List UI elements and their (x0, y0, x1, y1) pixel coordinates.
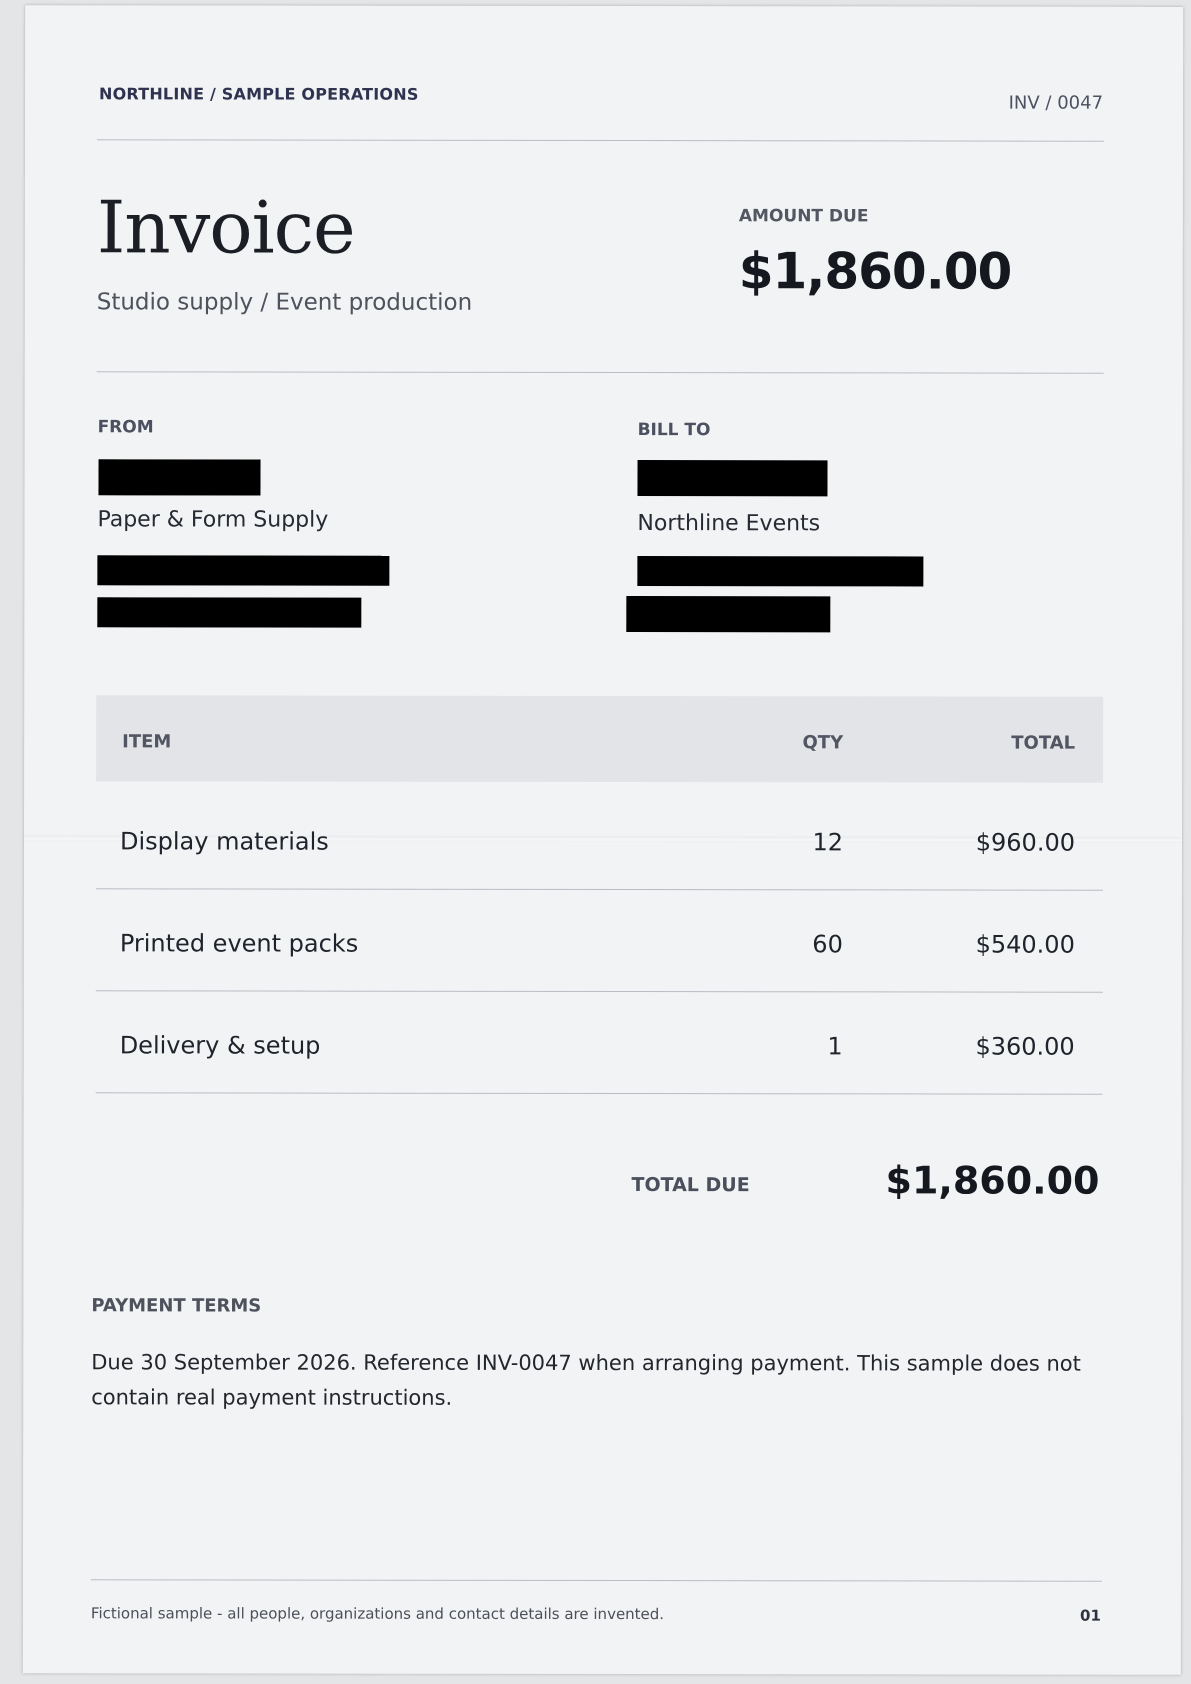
amount-due-value: $1,860.00 (738, 242, 1012, 301)
table-row (96, 889, 1103, 992)
column-header-total: TOTAL (1011, 732, 1076, 754)
row-item: Printed event packs (119, 929, 359, 958)
row-total: $960.00 (975, 828, 1076, 857)
from-company: Paper & Form Supply (97, 507, 329, 533)
from-label: FROM (97, 417, 154, 438)
column-header-qty: QTY (802, 732, 844, 754)
row-total: $360.00 (975, 1032, 1075, 1061)
row-qty: 12 (812, 828, 844, 857)
redacted-sender-name (98, 459, 260, 495)
brand-header: NORTHLINE / SAMPLE OPERATIONS (99, 84, 419, 104)
redacted-recipient-address-1 (637, 556, 923, 586)
table-row (96, 787, 1103, 890)
row-total: $540.00 (975, 930, 1075, 959)
bill-to-label: BILL TO (637, 420, 711, 441)
table-row (96, 991, 1103, 1094)
invoice-reference: INV / 0047 (1008, 92, 1104, 114)
hero-divider (97, 371, 1104, 373)
row-qty: 1 (827, 1032, 843, 1061)
total-due-value: $1,860.00 (885, 1158, 1100, 1203)
redacted-recipient-name (637, 460, 827, 496)
page-subtitle: Studio supply / Event production (96, 289, 473, 316)
redacted-sender-address-1 (97, 555, 389, 585)
page-number: 01 (1080, 1606, 1101, 1625)
invoice-page (23, 5, 1183, 1675)
payment-terms-text: Due 30 September 2026. Reference INV-0047 when arranging payment. This sample does not contain real payment instructions. (91, 1350, 1081, 1410)
redacted-sender-address-2 (97, 597, 361, 627)
total-due-label: TOTAL DUE (631, 1174, 750, 1197)
table-header (96, 695, 1103, 782)
page-title: Invoice (96, 185, 355, 270)
column-header-item: ITEM (122, 731, 172, 753)
row-qty: 60 (812, 930, 843, 959)
payment-terms-label: PAYMENT TERMS (91, 1295, 262, 1317)
footer-note: Fictional sample - all people, organizations and contact details are invented. (90, 1604, 665, 1624)
redacted-recipient-address-2 (626, 596, 830, 632)
row-item: Display materials (119, 827, 329, 856)
amount-due-label: AMOUNT DUE (738, 206, 869, 227)
footer-divider (91, 1579, 1102, 1581)
bill-to-company: Northline Events (637, 511, 821, 537)
header-divider (97, 139, 1104, 141)
row-item: Delivery & setup (119, 1031, 321, 1060)
